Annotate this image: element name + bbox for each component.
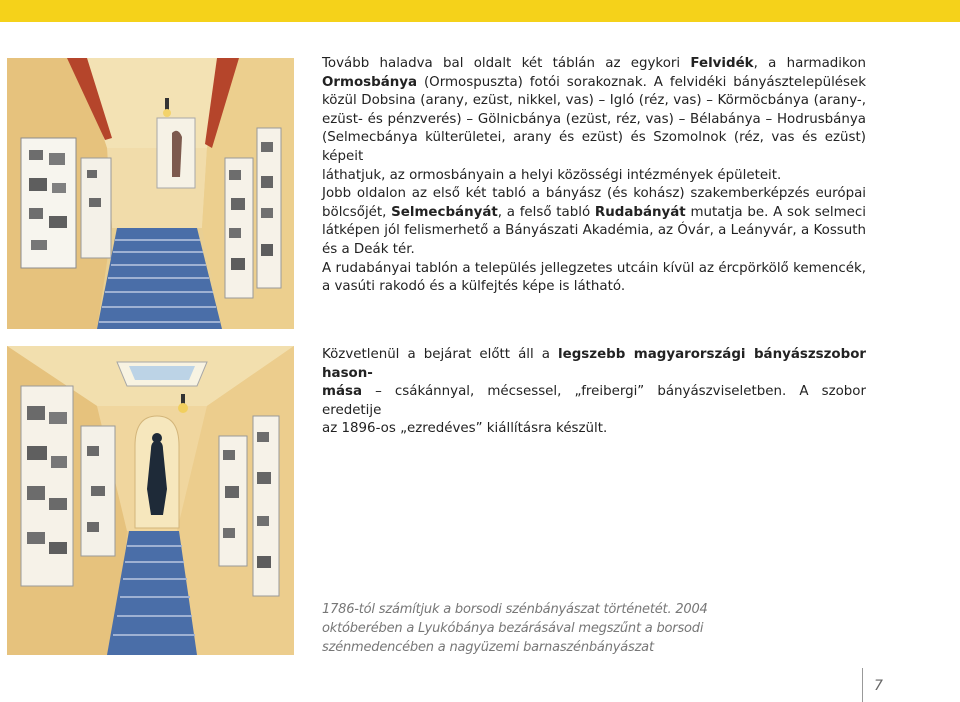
- bold-term: Felvidék: [690, 56, 754, 71]
- caption-line: szénmedencében a nagyüzemi barnaszénbányászat: [322, 640, 654, 655]
- italic-caption: [322, 600, 722, 657]
- para1-line: (Selmecbánya külterületei, arany és ezüst) és Szomolnok (réz, vas és ezüst) képeit: [322, 130, 866, 164]
- para1-line: ezüst- és pénzverés) – Gölnicbánya (ezüst, réz, vas) – Bélabánya – Hodrusbánya: [322, 111, 866, 127]
- para1-line: a vasúti rakodó és a külfejtés képe is látható.: [322, 279, 626, 295]
- para1-line: bölcsőjét, Selmecbányát, a felső tabló Rudabányát mutatja be. A sok selmeci: [322, 204, 866, 220]
- page-number-divider: [862, 668, 863, 702]
- page-number: 7: [874, 678, 883, 694]
- body-paragraph-statue: [322, 346, 866, 439]
- para1-line: Tovább haladva bal oldalt két táblán az egykori Felvidék, a harmadikon: [322, 56, 866, 71]
- body-paragraph-felvidek: [322, 55, 866, 297]
- caption-line: októberében a Lyukóbánya bezárásával megszűnt a borsodi: [322, 621, 704, 636]
- para1-line: láthatjuk, az ormosbányain a helyi közösségi intézmények épületeit.: [322, 167, 782, 183]
- para1-line: és a Deák tér.: [322, 241, 415, 257]
- bold-term: Selmecbányát: [391, 204, 498, 220]
- para2-line: az 1896-os „ezredéves” kiállításra készült.: [322, 421, 608, 437]
- bold-term: Ormosbánya: [322, 74, 418, 90]
- para1-line: közül Dobsina (arany, ezüst, nikkel, vas) – Igló (réz, vas) – Körmöcbánya (arany-,: [322, 93, 866, 109]
- para1-line: Jobb oldalon az első két tabló a bányász (és kohász) szakemberképzés európai: [322, 186, 866, 202]
- para2-line: Közvetlenül a bejárat előtt áll a legszebb magyarországi bányászszobor hason-: [322, 347, 866, 381]
- para1-line: látképen jól felismerhető a Bányászati Akadémia, az Óvár, a Leányvár, a Kossuth: [322, 223, 866, 239]
- caption-line: 1786-tól számítjuk a borsodi szénbányászat történetét. 2004: [322, 602, 708, 617]
- statue-corridor-photo: [7, 346, 294, 655]
- para1-line: A rudabányai tablón a település jellegzetes utcáin kívül az ércpörkölő kemencék,: [322, 260, 866, 276]
- bold-term: Rudabányát: [594, 204, 686, 220]
- bold-term: legszebb magyarországi bányászszobor hason-: [322, 347, 866, 381]
- para1-line: Ormosbánya (Ormospuszta) fotói sorakoznak. A felvidéki bányásztelepülések: [322, 74, 866, 90]
- top-accent-bar: [0, 0, 960, 22]
- bold-term: mása: [322, 384, 362, 400]
- staircase-photo-upper: [7, 58, 294, 329]
- para2-line: mása – csákánnyal, mécsessel, „freibergi” bányászviseletben. A szobor eredetije: [322, 384, 866, 418]
